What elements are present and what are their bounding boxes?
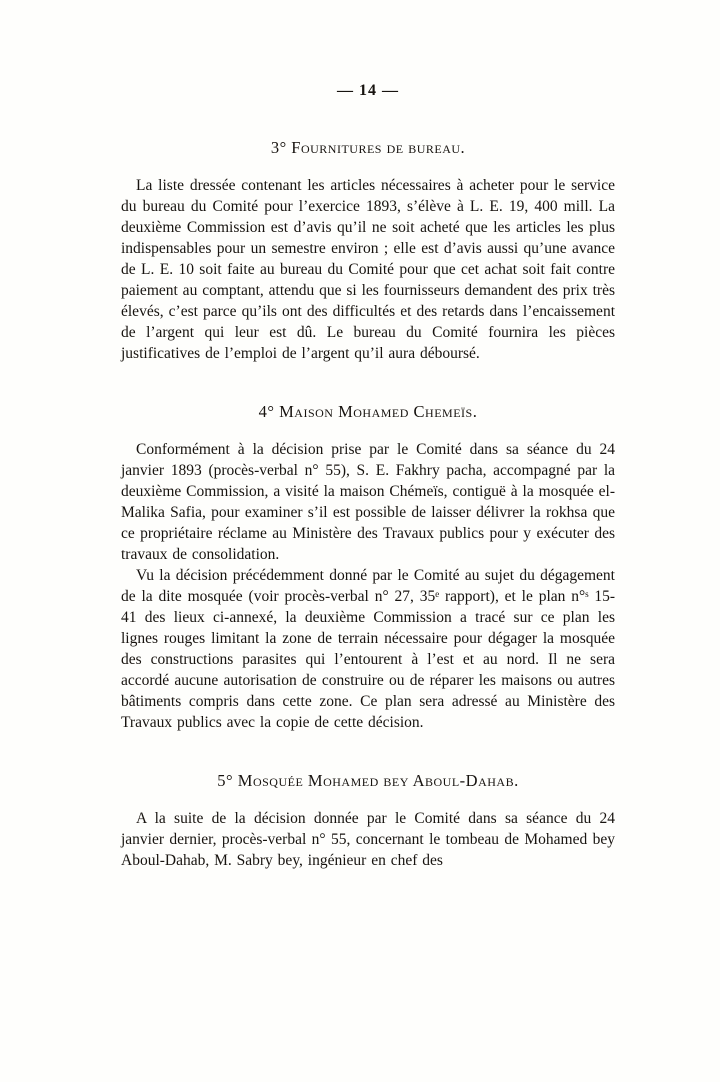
section-heading: 5° Mosquée Mohamed bey Aboul-Dahab. — [217, 771, 519, 790]
section-heading: 4° Maison Mohamed Chemeïs. — [258, 402, 478, 421]
paragraph: A la suite de la décision donnée par le Comité dans sa séance du 24 janvier dernier, procès-verbal n° 55, concernant le tombeau de Mohamed bey Aboul-Dahab, M. Sabry bey, ingénieur en chef des — [121, 810, 615, 869]
page-content — [121, 82, 615, 871]
paragraph: Conformément à la décision prise par le Comité dans sa séance du 24 janvier 1893 (procès-verbal n° 55), S. E. Fakhry pacha, accompagné par la deuxième Commission, a visité la maison Chémeïs, contiguë à la mosquée el-Malika Safia, pour examiner s’il est possible de laisser délivrer la rokhsa que ce propriétaire réclame au Ministère des Travaux publics pour y exécuter des travaux de consolidation. — [121, 441, 615, 563]
page-number: — 14 — — [337, 82, 399, 99]
paragraph: Vu la décision précédemment donné par le Comité au sujet du dégagement de la dite mosquée (voir procès-verbal n° 27, 35ᵉ rapport), et le plan n°ˢ 15-41 des lieux ci-annexé, la deuxième Commission a tracé sur ce plan les lignes rouges limitant la zone de terrain nécessaire pour dégager la mosquée des constructions parasites qui l’entourent à l’est et au nord. Il ne sera accordé aucune autorisation de construire ou de réparer les maisons ou autres bâtiments compris dans cette zone. Ce plan sera adressé au Ministère des Travaux publics avec la copie de cette décision. — [121, 567, 615, 731]
section-heading: 3° Fournitures de bureau. — [270, 138, 466, 157]
sections-container — [121, 138, 615, 871]
paragraph: La liste dressée contenant les articles nécessaires à acheter pour le service du bureau du Comité pour l’exercice 1893, s’élève à L. E. 19, 400 mill. La deuxième Commission est d’avis qu’il ne soit acheté que les articles les plus indispensables pour un semestre environ ; elle est d’avis aussi qu’une avance de L. E. 10 soit faite au bureau du Comité pour que cet achat soit fait contre paiement au comptant, attendu que si les fournisseurs demandent des prix très élevés, c’est parce qu’ils ont des difficultés et des retards dans l’encaissement de l’argent qui leur est dû. Le bureau du Comité fournira les pièces justificatives de l’emploi de l’argent qu’il aura déboursé. — [121, 177, 615, 362]
